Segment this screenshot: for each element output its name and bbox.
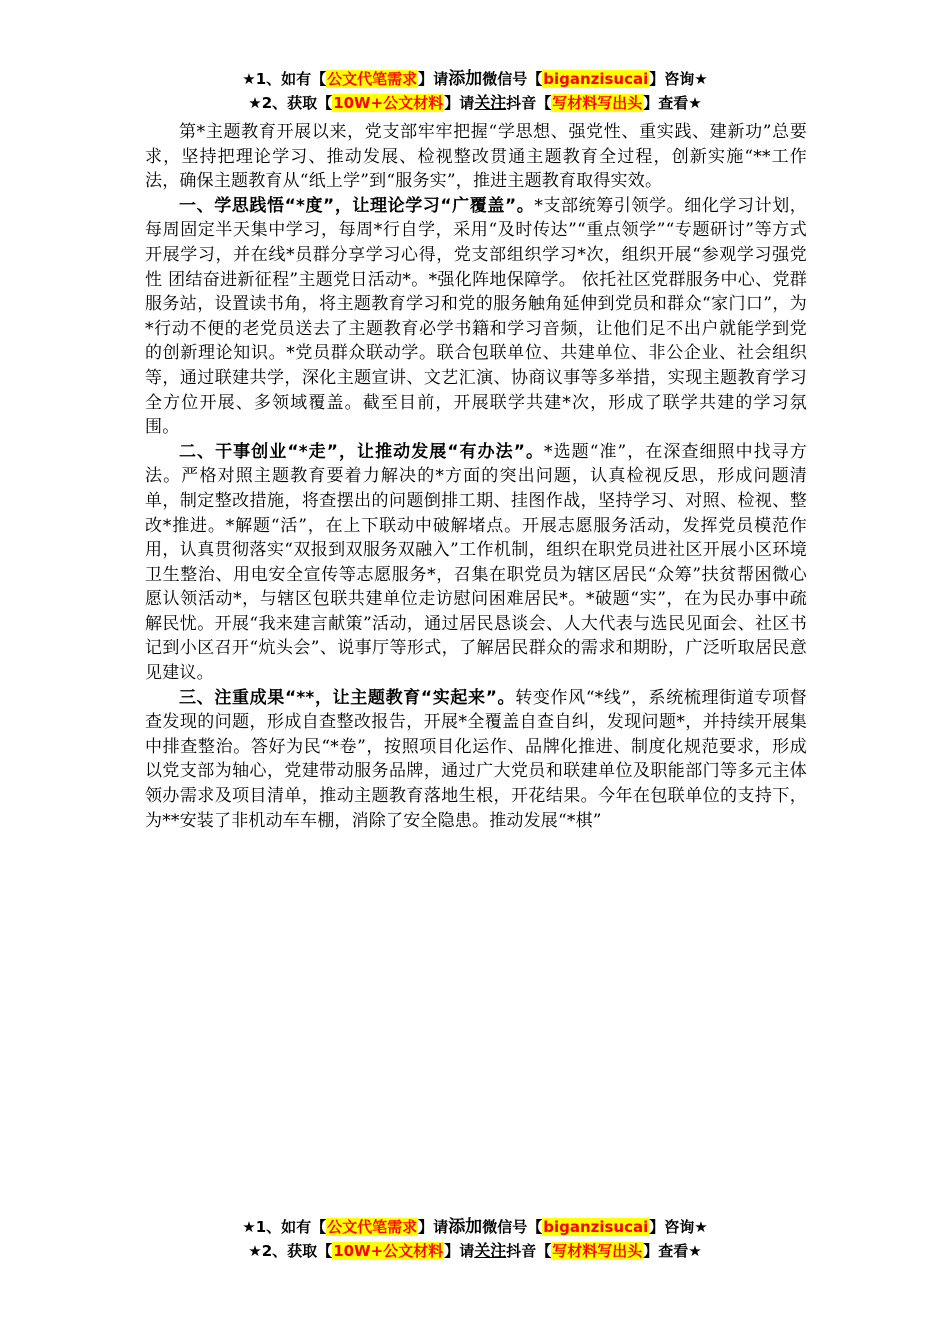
promo-line-1 xyxy=(0,67,950,91)
promo-highlight: 公文代笔需求 xyxy=(327,1218,418,1236)
document-body xyxy=(145,120,807,833)
promo-text: 抖音【 xyxy=(506,94,552,112)
promo-emphasis: 关注 xyxy=(474,93,507,112)
section-1-text: *支部统筹引领学。细化学习计划，每周固定半天集中学习，每周*行自学，采用“及时传达”“重点领学”“专题研讨”等方式开展学习，并在线*员群分享学习心得，党支部组织学习*次，组织开展“参观学习强党性 团结奋进新征程”主题党日活动*。*强化阵地保障学。 依托社区党群服务中心、党群服务站，设置读书角，将主题教育学习和党的服务触角延伸到党员和群众“家门口”，为*行动不便的老党员送去了主题教育必学书籍和学习音频，让他们足不出户就能学到党的创新理论知识。*党员群众联动学。联合包联单位、共建单位、非公企业、社会组织等，通过联建共学，深化主题宣讲、文艺汇演、协商议事等多举措，实现主题教育学习全方位开展、多领域覆盖。截至目前，开展联学共建*次，形成了联学共建的学习氛围。 xyxy=(145,195,808,438)
promo-highlight: biganzisucai xyxy=(543,70,649,88)
section-3-text: 转变作风“*线”，系统梳理街道专项督查发现的问题，形成自查整改报告，开展*全覆盖自查自纠，发现问题*，并持续开展集中排查整治。答好为民“*卷”，按照项目化运作、品牌化推进、制度化规范要求，形成以党支部为轴心，党建带动服务品牌，通过广大党员和联建单位及职能部门等多元主体领办需求及项目清单，推动主题教育落地生根，开花结果。今年在包联单位的支持下，为**安装了非机动车车棚，消除了安全隐患。推动发展“*棋” xyxy=(145,687,808,831)
promo-footer xyxy=(0,1215,950,1263)
promo-text: 抖音【 xyxy=(506,1242,552,1260)
promo-emphasis: 关注 xyxy=(474,1241,507,1260)
promo-emphasis: 添加 xyxy=(448,69,483,89)
promo-text: ★1、如有【 xyxy=(242,70,327,88)
section-2-text: *选题“准”，在深查细照中找寻方法。严格对照主题教育要着力解决的*方面的突出问题，认真检视反思，形成问题清单，制定整改措施，将查摆出的问题倒排工期、挂图作战，坚持学习、对照、检视、整改*推进。*解题“活”，在上下联动中破解堵点。开展志愿服务活动，发挥党员模范作用，认真贯彻落实“双报到双服务双融入”工作机制，组织在职党员进社区开展小区环境卫生整治、用电安全宣传等志愿服务*，召集在职党员为辖区居民“众筹”扶贫帮困微心愿认领活动*，与辖区包联共建单位走访慰问困难居民*。*破题“实”，在为民办事中疏解民忧。开展“我来建言献策”活动，通过居民恳谈会、人大代表与选民见面会、社区书记到小区召开“炕头会”、说事厅等形式，了解居民群众的需求和期盼，广泛听取居民意见建议。 xyxy=(145,441,807,684)
promo-text: ★2、获取【 xyxy=(248,94,333,112)
promo-text: 】查看★ xyxy=(643,94,702,112)
promo-text: ★1、如有【 xyxy=(242,1218,327,1236)
promo-line-1 xyxy=(0,1215,950,1239)
section-2-paragraph xyxy=(145,440,807,686)
promo-highlight: 10W+公文材料 xyxy=(333,1242,444,1260)
promo-text: ★2、获取【 xyxy=(248,1242,333,1260)
section-3-heading: 三、注重成果“**，让主题教育“实起来”。 xyxy=(179,687,516,708)
promo-text: 微信号【 xyxy=(482,1218,543,1236)
section-1-heading: 一、学思践悟“*度”，让理论学习“广覆盖”。 xyxy=(179,195,535,216)
promo-text: 】咨询★ xyxy=(649,1218,708,1236)
promo-highlight: 10W+公文材料 xyxy=(333,94,444,112)
promo-header xyxy=(0,67,950,115)
promo-text: 】请 xyxy=(418,70,449,88)
section-3-paragraph xyxy=(145,686,807,834)
promo-highlight: 写材料写出头 xyxy=(552,94,643,112)
intro-paragraph: 第*主题教育开展以来，党支部牢牢把握“学思想、强党性、重实践、建新功”总要求，坚持把理论学习、推动发展、检视整改贯通主题教育全过程，创新实施“**工作法，确保主题教育从“纸上学”到“服务实”，推进主题教育取得实效。 xyxy=(145,122,807,192)
promo-line-2 xyxy=(0,1239,950,1263)
promo-text: 】请 xyxy=(444,1242,475,1260)
promo-text: 微信号【 xyxy=(482,70,543,88)
promo-text: 】请 xyxy=(444,94,475,112)
section-2-heading: 二、干事创业“*走”，让推动发展“有办法”。 xyxy=(179,441,545,462)
promo-emphasis: 添加 xyxy=(448,1217,483,1237)
promo-highlight: 公文代笔需求 xyxy=(327,70,418,88)
section-1-paragraph xyxy=(145,194,807,440)
promo-highlight: biganzisucai xyxy=(543,1218,649,1236)
promo-line-2 xyxy=(0,91,950,115)
promo-text: 】查看★ xyxy=(643,1242,702,1260)
promo-text: 】请 xyxy=(418,1218,449,1236)
promo-text: 】咨询★ xyxy=(649,70,708,88)
promo-highlight: 写材料写出头 xyxy=(552,1242,643,1260)
